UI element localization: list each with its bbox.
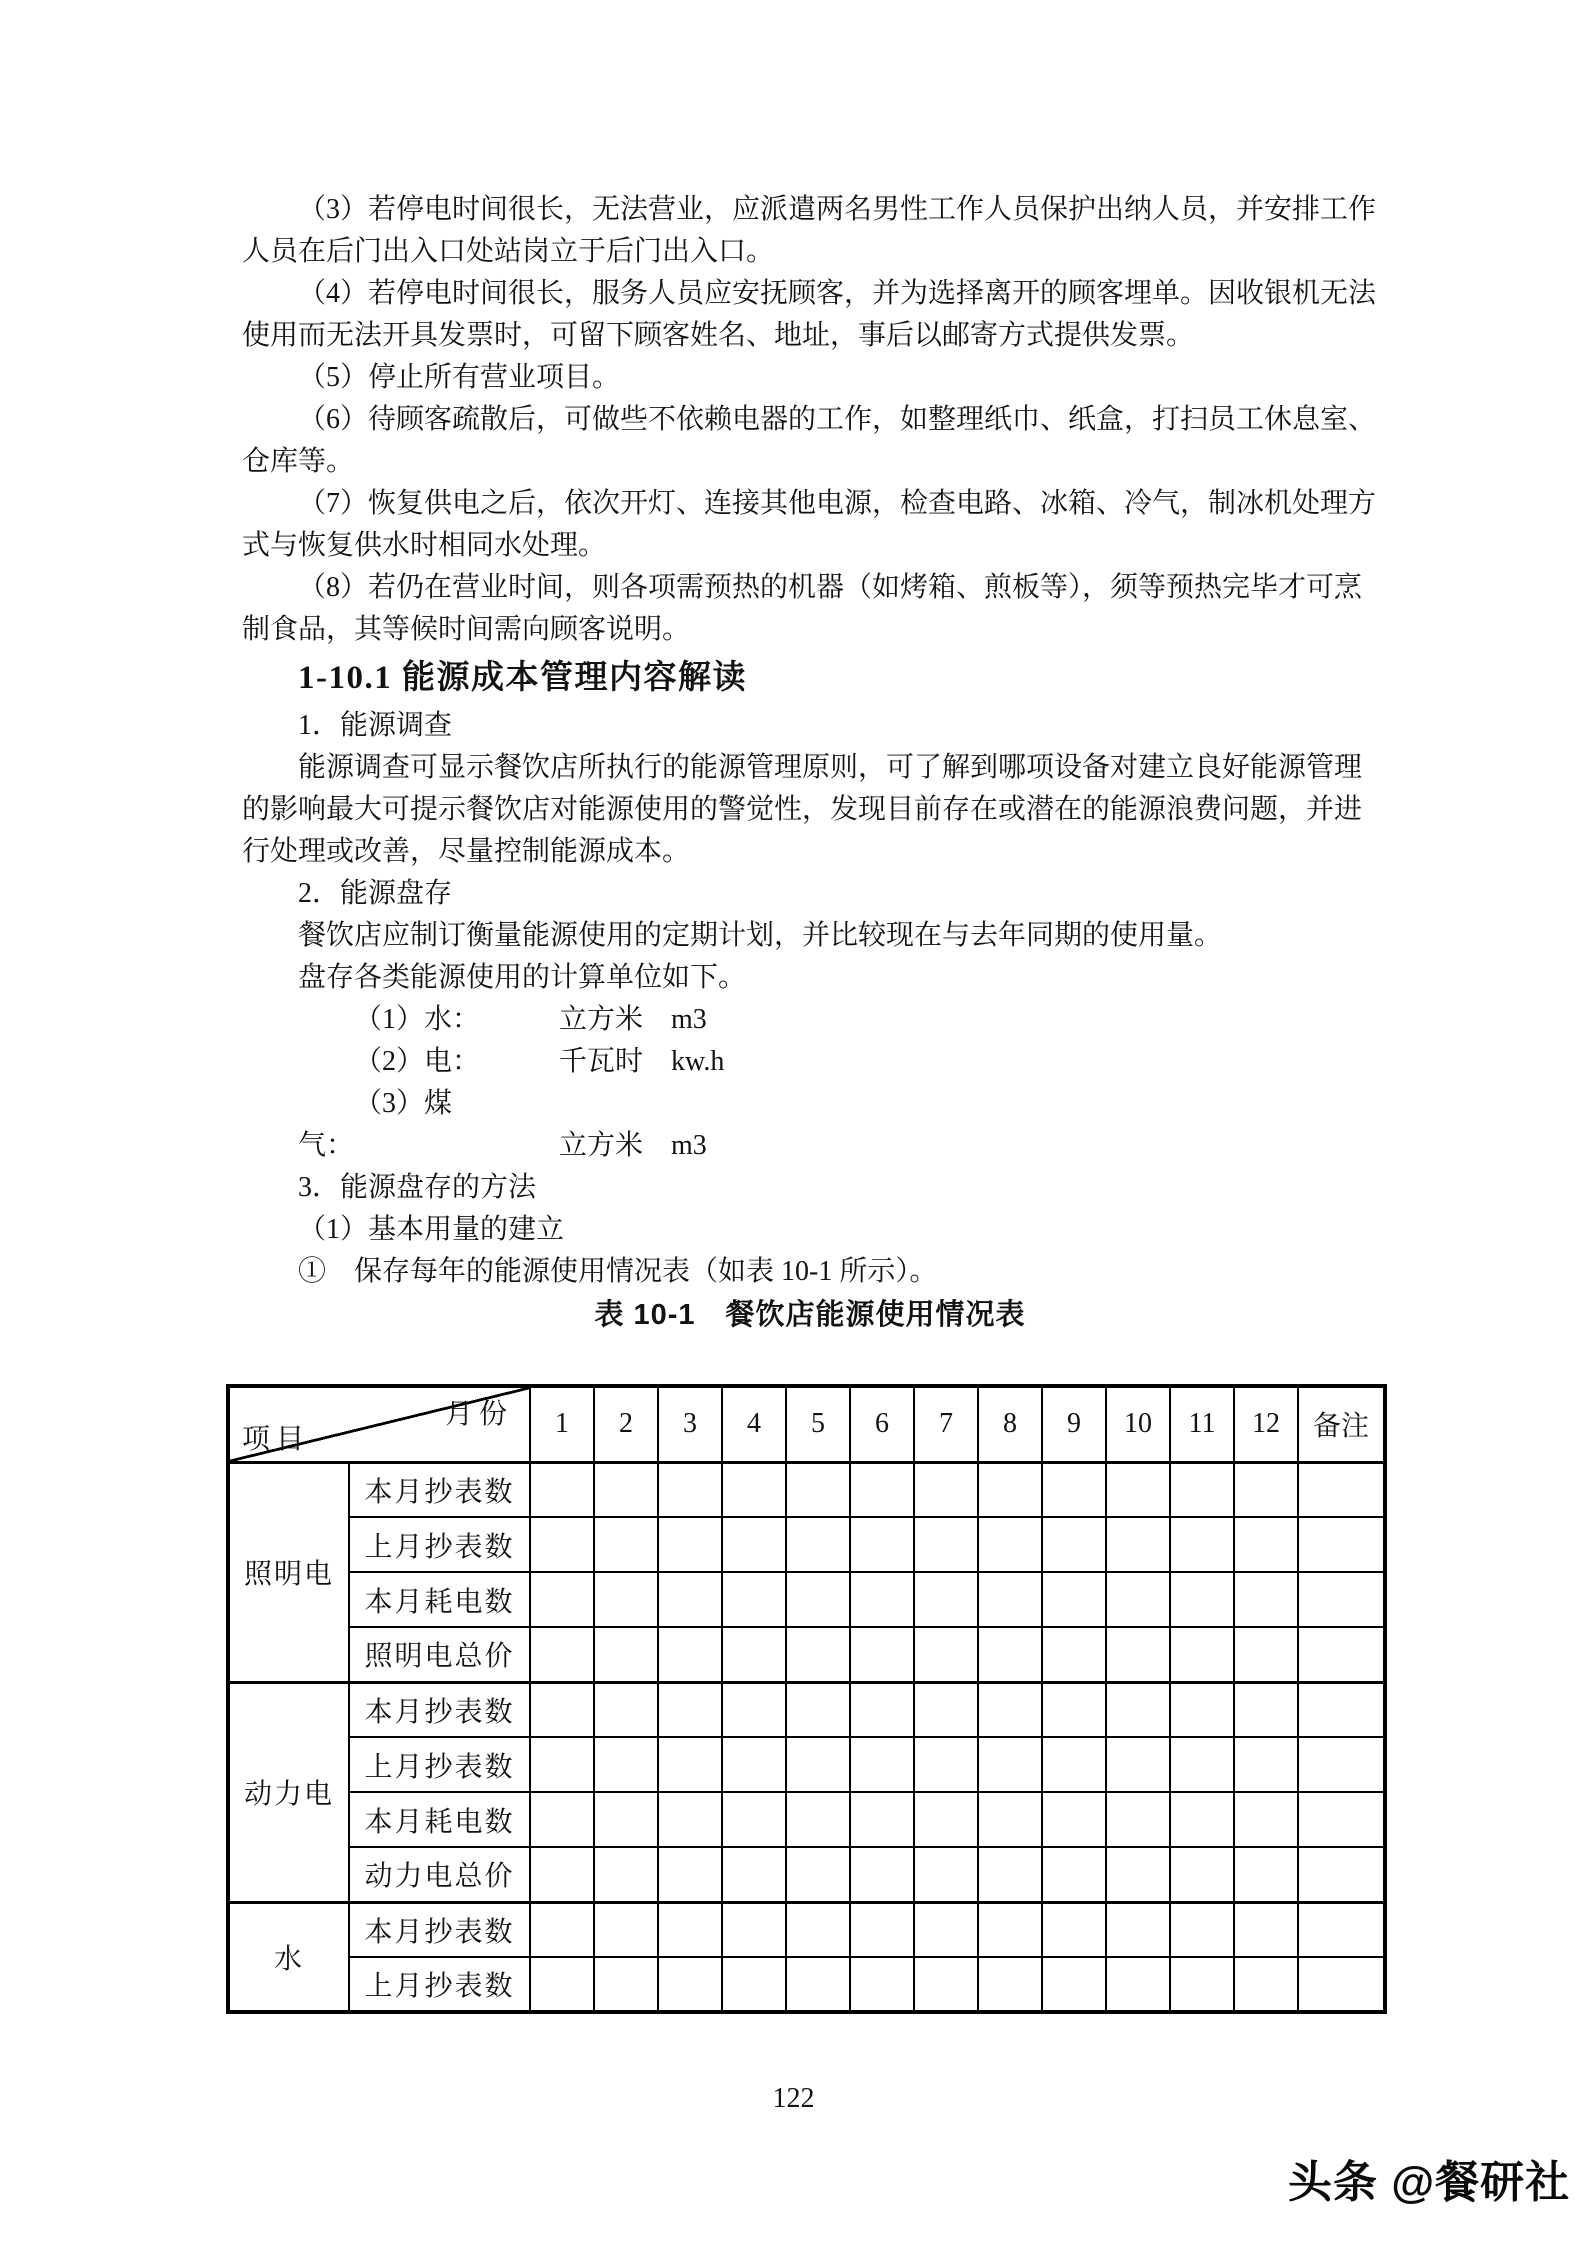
table-header-row — [228, 1386, 1385, 1462]
empty-data-cell — [1170, 1517, 1234, 1572]
month-header: 10 — [1106, 1386, 1170, 1462]
empty-data-cell — [530, 1737, 594, 1792]
unit-symbol: m3 — [671, 1004, 707, 1035]
unit-symbol: kw.h — [671, 1046, 725, 1077]
empty-data-cell — [530, 1517, 594, 1572]
month-header: 2 — [594, 1386, 658, 1462]
empty-remark-cell — [1298, 1627, 1385, 1682]
empty-data-cell — [722, 1517, 786, 1572]
empty-data-cell — [594, 1682, 658, 1737]
section-heading: 1-10.1 能源成本管理内容解读 — [298, 660, 747, 696]
empty-data-cell — [530, 1462, 594, 1517]
empty-remark-cell — [1298, 1902, 1385, 1957]
energy-table-body — [228, 1386, 1385, 2012]
empty-data-cell — [530, 1682, 594, 1737]
item1-body: 能源调查可显示餐饮店所执行的能源管理原则，可了解到哪项设备对建立良好能源管理的影响最大可提示餐饮店对能源使用的警觉性，发现目前存在或潜在的能源浪费问题，并进行处理或改善，尽量控制能源成本。 — [242, 752, 1363, 867]
empty-data-cell — [1106, 1517, 1170, 1572]
empty-data-cell — [1042, 1572, 1106, 1627]
month-header: 1 — [530, 1386, 594, 1462]
empty-data-cell — [978, 1737, 1042, 1792]
corner-label-month: 月份 — [444, 1399, 513, 1430]
unit-row-water — [242, 999, 1378, 1041]
item2-title: 2．能源盘存 — [298, 878, 453, 909]
empty-data-cell — [850, 1572, 914, 1627]
group-name-cell: 水 — [228, 1902, 349, 2012]
empty-data-cell — [786, 1517, 850, 1572]
remark-header: 备注 — [1298, 1386, 1385, 1462]
empty-data-cell — [594, 1957, 658, 2012]
empty-data-cell — [914, 1627, 978, 1682]
empty-data-cell — [786, 1847, 850, 1902]
empty-data-cell — [658, 1847, 722, 1902]
empty-data-cell — [1234, 1847, 1298, 1902]
month-header: 12 — [1234, 1386, 1298, 1462]
empty-remark-cell — [1298, 1792, 1385, 1847]
empty-data-cell — [978, 1462, 1042, 1517]
group-name-cell: 照明电 — [228, 1462, 349, 1682]
empty-data-cell — [850, 1957, 914, 2012]
item1-title: 1．能源调查 — [298, 710, 453, 741]
unit-row-electricity — [242, 1041, 1378, 1083]
month-header: 8 — [978, 1386, 1042, 1462]
empty-data-cell — [530, 1847, 594, 1902]
empty-data-cell — [1170, 1462, 1234, 1517]
empty-data-cell — [1234, 1682, 1298, 1737]
empty-data-cell — [978, 1627, 1042, 1682]
month-header: 9 — [1042, 1386, 1106, 1462]
empty-data-cell — [914, 1902, 978, 1957]
row-label-cell: 动力电总价 — [349, 1847, 530, 1902]
empty-remark-cell — [1298, 1957, 1385, 2012]
empty-data-cell — [658, 1627, 722, 1682]
paragraph-3: （3）若停电时间很长，无法营业，应派遣两名男性工作人员保护出纳人员，并安排工作人员在后门出入口处站岗立于后门出入口。 — [242, 194, 1377, 267]
empty-data-cell — [786, 1792, 850, 1847]
unit-name: 千瓦时 — [559, 1046, 644, 1077]
unit-name: 立方米 — [559, 1130, 644, 1161]
table-row — [228, 1957, 1385, 2012]
item3-sub: （1）基本用量的建立 — [298, 1214, 565, 1245]
empty-data-cell — [914, 1572, 978, 1627]
empty-data-cell — [1042, 1792, 1106, 1847]
empty-data-cell — [1106, 1737, 1170, 1792]
table-row — [228, 1737, 1385, 1792]
empty-data-cell — [722, 1957, 786, 2012]
empty-data-cell — [978, 1792, 1042, 1847]
group-name-cell: 动力电 — [228, 1682, 349, 1902]
empty-data-cell — [914, 1462, 978, 1517]
paragraph-4: （4）若停电时间很长，服务人员应安抚顾客，并为选择离开的顾客埋单。因收银机无法使用而无法开具发票时，可留下顾客姓名、地址，事后以邮寄方式提供发票。 — [242, 278, 1377, 351]
row-label-cell: 照明电总价 — [349, 1627, 530, 1682]
item2-line2: 盘存各类能源使用的计算单位如下。 — [298, 962, 747, 993]
empty-data-cell — [786, 1462, 850, 1517]
empty-data-cell — [1042, 1627, 1106, 1682]
empty-remark-cell — [1298, 1572, 1385, 1627]
empty-data-cell — [850, 1737, 914, 1792]
empty-data-cell — [978, 1902, 1042, 1957]
empty-remark-cell — [1298, 1517, 1385, 1572]
table-row — [228, 1792, 1385, 1847]
empty-data-cell — [1042, 1737, 1106, 1792]
empty-data-cell — [594, 1902, 658, 1957]
empty-data-cell — [594, 1847, 658, 1902]
empty-data-cell — [530, 1902, 594, 1957]
empty-data-cell — [914, 1847, 978, 1902]
empty-data-cell — [722, 1462, 786, 1517]
empty-data-cell — [530, 1957, 594, 2012]
empty-data-cell — [594, 1572, 658, 1627]
unit-name: 立方米 — [559, 1004, 644, 1035]
empty-data-cell — [786, 1572, 850, 1627]
empty-data-cell — [1106, 1682, 1170, 1737]
empty-data-cell — [658, 1957, 722, 2012]
row-label-cell: 本月抄表数 — [349, 1462, 530, 1517]
empty-data-cell — [722, 1627, 786, 1682]
document-content — [242, 189, 1378, 1337]
empty-data-cell — [786, 1957, 850, 2012]
empty-data-cell — [850, 1517, 914, 1572]
paragraph-8: （8）若仍在营业时间，则各项需预热的机器（如烤箱、煎板等），须等预热完毕才可烹制食品，其等候时间需向顾客说明。 — [242, 572, 1363, 645]
empty-data-cell — [978, 1957, 1042, 2012]
empty-data-cell — [1042, 1847, 1106, 1902]
empty-data-cell — [1042, 1957, 1106, 2012]
empty-data-cell — [914, 1957, 978, 2012]
empty-data-cell — [850, 1792, 914, 1847]
empty-data-cell — [594, 1792, 658, 1847]
empty-data-cell — [850, 1682, 914, 1737]
empty-data-cell — [1234, 1957, 1298, 2012]
paragraph-7: （7）恢复供电之后，依次开灯、连接其他电源，检查电路、冰箱、冷气，制冰机处理方式与恢复供水时相同水处理。 — [242, 488, 1377, 561]
watermark: 头条 @餐研社 — [1288, 2158, 1571, 2207]
empty-data-cell — [722, 1847, 786, 1902]
unit-row-gas — [242, 1083, 1378, 1167]
row-label-cell: 上月抄表数 — [349, 1517, 530, 1572]
empty-data-cell — [1170, 1847, 1234, 1902]
empty-data-cell — [722, 1572, 786, 1627]
unit-symbol: m3 — [671, 1130, 707, 1161]
paragraph-5: （5）停止所有营业项目。 — [298, 362, 621, 393]
paragraph-6: （6）待顾客疏散后，可做些不依赖电器的工作，如整理纸巾、纸盒，打扫员工休息室、仓库等。 — [242, 404, 1377, 477]
empty-data-cell — [978, 1517, 1042, 1572]
empty-data-cell — [850, 1462, 914, 1517]
empty-data-cell — [658, 1792, 722, 1847]
month-header: 3 — [658, 1386, 722, 1462]
item3-note: ① 保存每年的能源使用情况表（如表 10-1 所示）。 — [298, 1256, 938, 1287]
table-row — [228, 1847, 1385, 1902]
empty-data-cell — [1170, 1627, 1234, 1682]
empty-data-cell — [1234, 1517, 1298, 1572]
empty-data-cell — [1234, 1572, 1298, 1627]
empty-data-cell — [1234, 1902, 1298, 1957]
empty-data-cell — [1106, 1462, 1170, 1517]
empty-data-cell — [914, 1737, 978, 1792]
empty-data-cell — [850, 1847, 914, 1902]
empty-data-cell — [1170, 1572, 1234, 1627]
corner-label-item: 项目 — [242, 1423, 311, 1455]
item2-line1: 餐饮店应制订衡量能源使用的定期计划，并比较现在与去年同期的使用量。 — [298, 920, 1223, 951]
empty-data-cell — [978, 1682, 1042, 1737]
empty-data-cell — [530, 1572, 594, 1627]
empty-data-cell — [594, 1462, 658, 1517]
unit-label: （3）煤气： — [298, 1088, 453, 1161]
empty-data-cell — [1106, 1957, 1170, 2012]
row-label-cell: 本月耗电数 — [349, 1572, 530, 1627]
row-label-cell: 本月抄表数 — [349, 1902, 530, 1957]
empty-data-cell — [594, 1627, 658, 1682]
empty-data-cell — [1234, 1627, 1298, 1682]
empty-data-cell — [722, 1737, 786, 1792]
empty-data-cell — [722, 1682, 786, 1737]
empty-data-cell — [722, 1902, 786, 1957]
empty-data-cell — [1170, 1902, 1234, 1957]
empty-data-cell — [658, 1682, 722, 1737]
empty-data-cell — [594, 1737, 658, 1792]
empty-data-cell — [914, 1792, 978, 1847]
row-label-cell: 本月抄表数 — [349, 1682, 530, 1737]
empty-data-cell — [1106, 1572, 1170, 1627]
empty-data-cell — [1042, 1902, 1106, 1957]
empty-data-cell — [1170, 1957, 1234, 2012]
empty-data-cell — [786, 1902, 850, 1957]
row-label-cell: 上月抄表数 — [349, 1957, 530, 2012]
empty-data-cell — [786, 1737, 850, 1792]
month-header: 6 — [850, 1386, 914, 1462]
table-caption: 表 10-1 餐饮店能源使用情况表 — [594, 1299, 1026, 1331]
corner-cell — [228, 1386, 530, 1462]
empty-data-cell — [658, 1737, 722, 1792]
row-label-cell: 本月耗电数 — [349, 1792, 530, 1847]
empty-data-cell — [658, 1902, 722, 1957]
empty-data-cell — [1234, 1792, 1298, 1847]
empty-data-cell — [786, 1627, 850, 1682]
empty-data-cell — [914, 1517, 978, 1572]
empty-data-cell — [530, 1627, 594, 1682]
empty-remark-cell — [1298, 1847, 1385, 1902]
empty-data-cell — [1170, 1682, 1234, 1737]
empty-data-cell — [850, 1627, 914, 1682]
unit-label: （1）水： — [354, 1004, 481, 1035]
empty-data-cell — [658, 1517, 722, 1572]
empty-data-cell — [594, 1517, 658, 1572]
table-row — [228, 1902, 1385, 1957]
row-label-cell: 上月抄表数 — [349, 1737, 530, 1792]
table-row — [228, 1517, 1385, 1572]
empty-data-cell — [1042, 1462, 1106, 1517]
energy-usage-table — [226, 1384, 1387, 2014]
empty-remark-cell — [1298, 1737, 1385, 1792]
empty-data-cell — [786, 1682, 850, 1737]
empty-data-cell — [658, 1462, 722, 1517]
empty-data-cell — [1170, 1737, 1234, 1792]
month-header: 11 — [1170, 1386, 1234, 1462]
empty-data-cell — [850, 1902, 914, 1957]
empty-data-cell — [1234, 1462, 1298, 1517]
empty-data-cell — [978, 1572, 1042, 1627]
empty-data-cell — [1106, 1792, 1170, 1847]
table-row — [228, 1627, 1385, 1682]
month-header: 4 — [722, 1386, 786, 1462]
unit-label: （2）电： — [354, 1046, 481, 1077]
empty-data-cell — [1170, 1792, 1234, 1847]
table-row — [228, 1572, 1385, 1627]
empty-data-cell — [978, 1847, 1042, 1902]
month-header: 7 — [914, 1386, 978, 1462]
empty-data-cell — [1042, 1517, 1106, 1572]
empty-data-cell — [722, 1792, 786, 1847]
empty-data-cell — [1042, 1682, 1106, 1737]
empty-remark-cell — [1298, 1462, 1385, 1517]
empty-data-cell — [1234, 1737, 1298, 1792]
table-row — [228, 1682, 1385, 1737]
empty-data-cell — [658, 1572, 722, 1627]
empty-data-cell — [1106, 1902, 1170, 1957]
empty-data-cell — [1106, 1847, 1170, 1902]
month-header: 5 — [786, 1386, 850, 1462]
page-number: 122 — [772, 2083, 815, 2114]
empty-remark-cell — [1298, 1682, 1385, 1737]
item3-title: 3．能源盘存的方法 — [298, 1172, 537, 1203]
empty-data-cell — [1106, 1627, 1170, 1682]
empty-data-cell — [530, 1792, 594, 1847]
table-row — [228, 1462, 1385, 1517]
empty-data-cell — [914, 1682, 978, 1737]
